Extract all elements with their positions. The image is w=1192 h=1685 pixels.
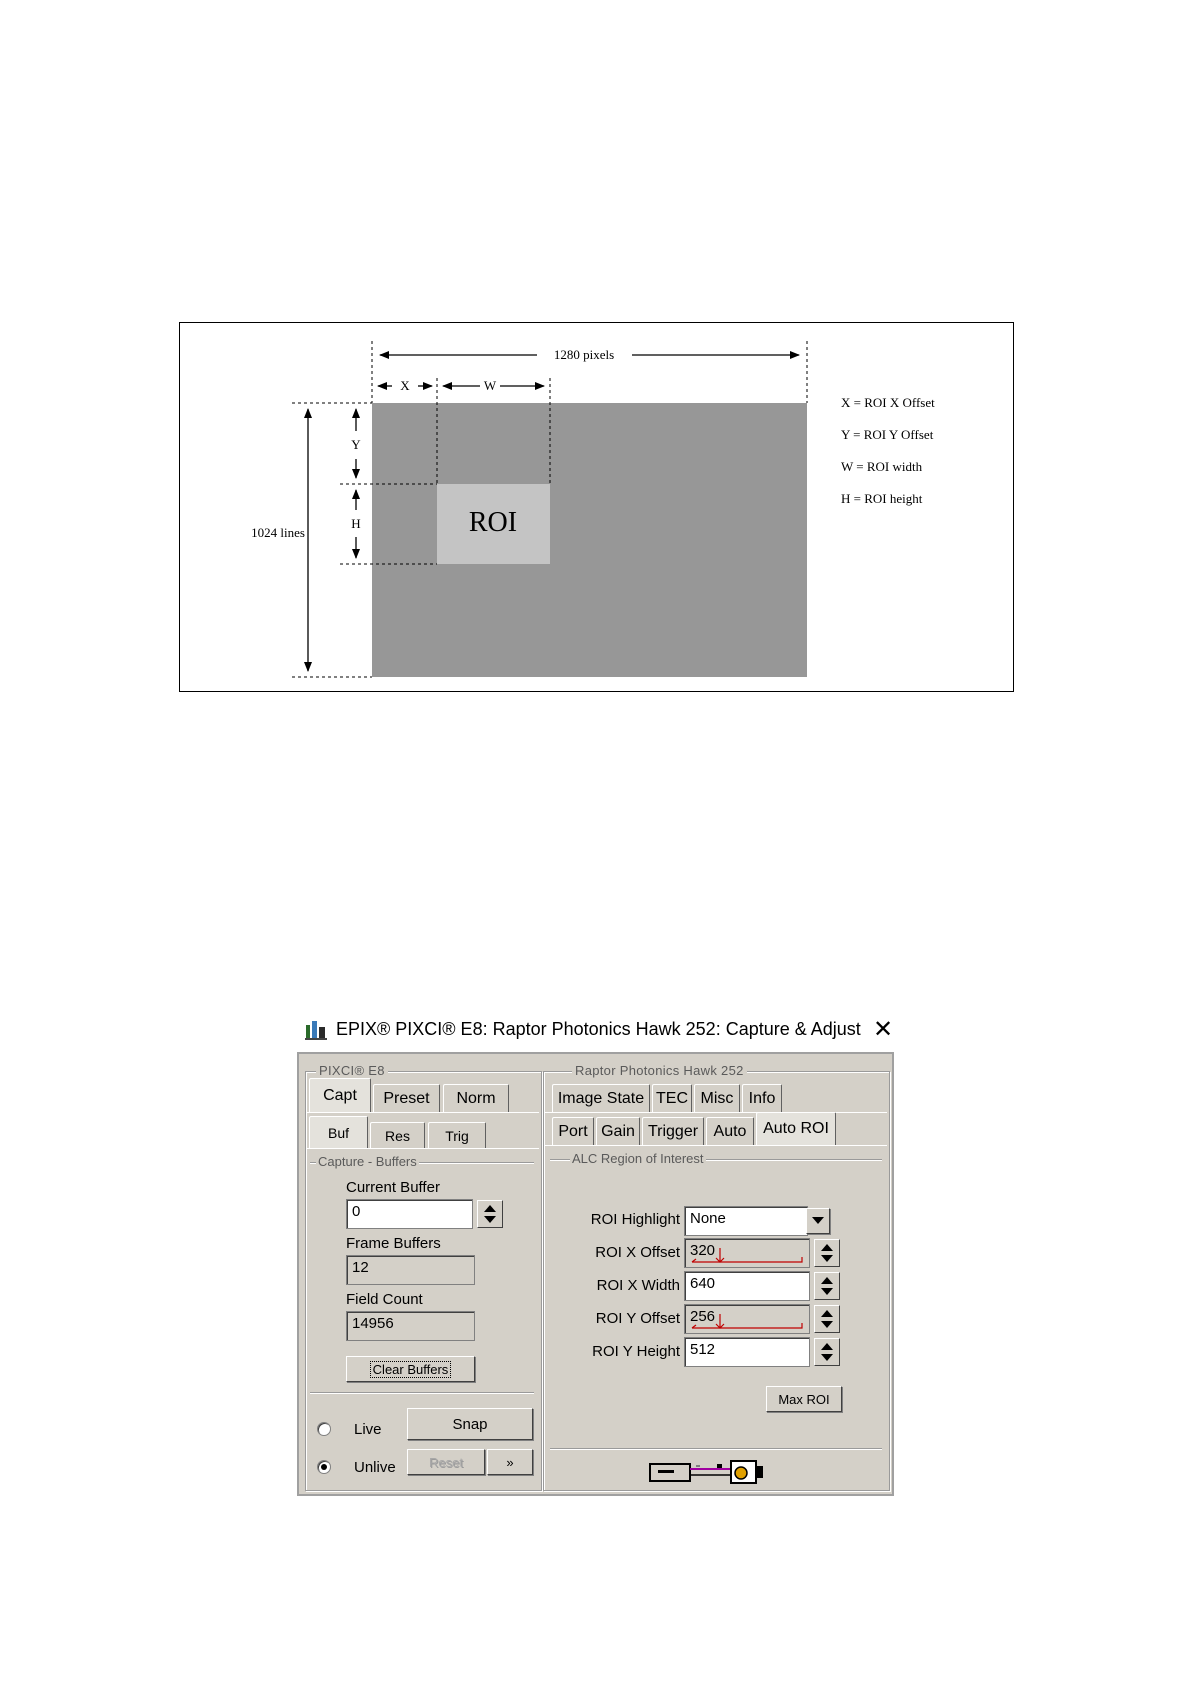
capture-buffers-label: Capture - Buffers (318, 1154, 417, 1169)
tab-auto-roi[interactable]: Auto ROI (756, 1112, 836, 1145)
current-buffer-spinner[interactable] (477, 1200, 503, 1228)
x-label: X (400, 378, 410, 393)
tab-image-state[interactable]: Image State (552, 1084, 650, 1112)
alc-roi-label: ALC Region of Interest (572, 1151, 704, 1166)
roi-y-height-input[interactable]: 512 (684, 1337, 810, 1367)
roi-x-width-spinner[interactable] (814, 1272, 840, 1300)
tab-misc[interactable]: Misc (694, 1084, 740, 1112)
tab-port[interactable]: Port (552, 1117, 594, 1145)
subtab-trig[interactable]: Trig (428, 1122, 486, 1148)
width-label: 1280 pixels (553, 347, 615, 362)
tab-auto[interactable]: Auto (706, 1117, 754, 1145)
roi-diagram (179, 322, 1014, 692)
roi-x-width-input[interactable]: 640 (684, 1271, 810, 1301)
diagram-legend (841, 395, 935, 506)
frame-buffers-value: 12 (346, 1255, 475, 1285)
w-label: W (483, 378, 497, 393)
legend-y: Y = ROI Y Offset (841, 427, 934, 442)
dialog-title: EPIX® PIXCI® E8: Raptor Photonics Hawk 252: Capture & Adjust (336, 1018, 861, 1039)
unlive-label: Unlive (354, 1459, 396, 1476)
roi-x-offset-spinner[interactable] (814, 1239, 840, 1267)
roi-y-offset-spinner[interactable] (814, 1305, 840, 1333)
pixci-group (305, 1063, 542, 1491)
y-label: Y (351, 437, 361, 452)
pixci-group-label: PIXCI® E8 (316, 1063, 388, 1078)
bottom-separator (550, 1448, 882, 1450)
roi-x-offset-input[interactable]: 320 (684, 1238, 810, 1268)
current-buffer-label: Current Buffer (346, 1179, 440, 1196)
roi-x-width-label: ROI X Width (596, 1277, 680, 1294)
roi-diagram-svg (180, 323, 1015, 693)
frame-buffers-label: Frame Buffers (346, 1235, 441, 1252)
tab-preset[interactable]: Preset (373, 1084, 440, 1112)
camera-link-icon (649, 1456, 779, 1486)
tab-capt[interactable]: Capt (309, 1078, 371, 1112)
subtabs-baseline (306, 1148, 539, 1149)
roi-highlight-label: ROI Highlight (590, 1211, 680, 1228)
reset-button[interactable]: Reset (407, 1449, 485, 1475)
clear-buffers-button[interactable]: Clear Buffers (346, 1356, 475, 1382)
raptor-group (543, 1063, 890, 1491)
close-icon[interactable]: ✕ (872, 1015, 894, 1043)
field-count-value: 14956 (346, 1311, 475, 1341)
tab-trigger[interactable]: Trigger (642, 1117, 704, 1145)
tab-info[interactable]: Info (742, 1084, 782, 1112)
capture-adjust-dialog (297, 1052, 894, 1496)
app-icon (304, 1017, 328, 1041)
height-label: 1024 lines (251, 525, 305, 540)
roi-x-offset-label: ROI X Offset (595, 1244, 680, 1261)
max-roi-button[interactable]: Max ROI (766, 1386, 842, 1412)
live-radio[interactable] (317, 1422, 331, 1436)
h-label: H (351, 516, 361, 531)
roi-y-offset-input[interactable]: 256 (684, 1304, 810, 1334)
tabs-row2-baseline (544, 1145, 887, 1146)
more-button[interactable]: » (487, 1449, 533, 1475)
raptor-group-label: Raptor Photonics Hawk 252 (572, 1063, 747, 1078)
roi-y-offset-label: ROI Y Offset (595, 1310, 680, 1327)
live-separator (310, 1392, 534, 1394)
unlive-radio[interactable] (317, 1460, 331, 1474)
field-count-label: Field Count (346, 1291, 423, 1308)
tab-tec[interactable]: TEC (652, 1084, 692, 1112)
roi-highlight-select[interactable]: None (684, 1206, 808, 1236)
legend-x: X = ROI X Offset (841, 395, 935, 410)
snap-button[interactable]: Snap (407, 1408, 533, 1440)
tab-gain[interactable]: Gain (596, 1117, 640, 1145)
subtab-buf[interactable]: Buf (309, 1116, 368, 1148)
roi-y-height-label: ROI Y Height (592, 1343, 680, 1360)
live-label: Live (354, 1421, 382, 1438)
legend-h: H = ROI height (841, 491, 923, 506)
roi-y-height-spinner[interactable] (814, 1338, 840, 1366)
chevron-down-icon (812, 1217, 824, 1225)
dialog-title-bar (304, 1012, 896, 1046)
tab-norm[interactable]: Norm (443, 1084, 509, 1112)
tabs-baseline (306, 1112, 539, 1113)
roi-rect-label: ROI (468, 507, 518, 538)
subtab-res[interactable]: Res (370, 1122, 425, 1148)
roi-highlight-dropdown[interactable] (806, 1208, 830, 1234)
legend-w: W = ROI width (841, 459, 923, 474)
current-buffer-input[interactable]: 0 (346, 1199, 473, 1229)
